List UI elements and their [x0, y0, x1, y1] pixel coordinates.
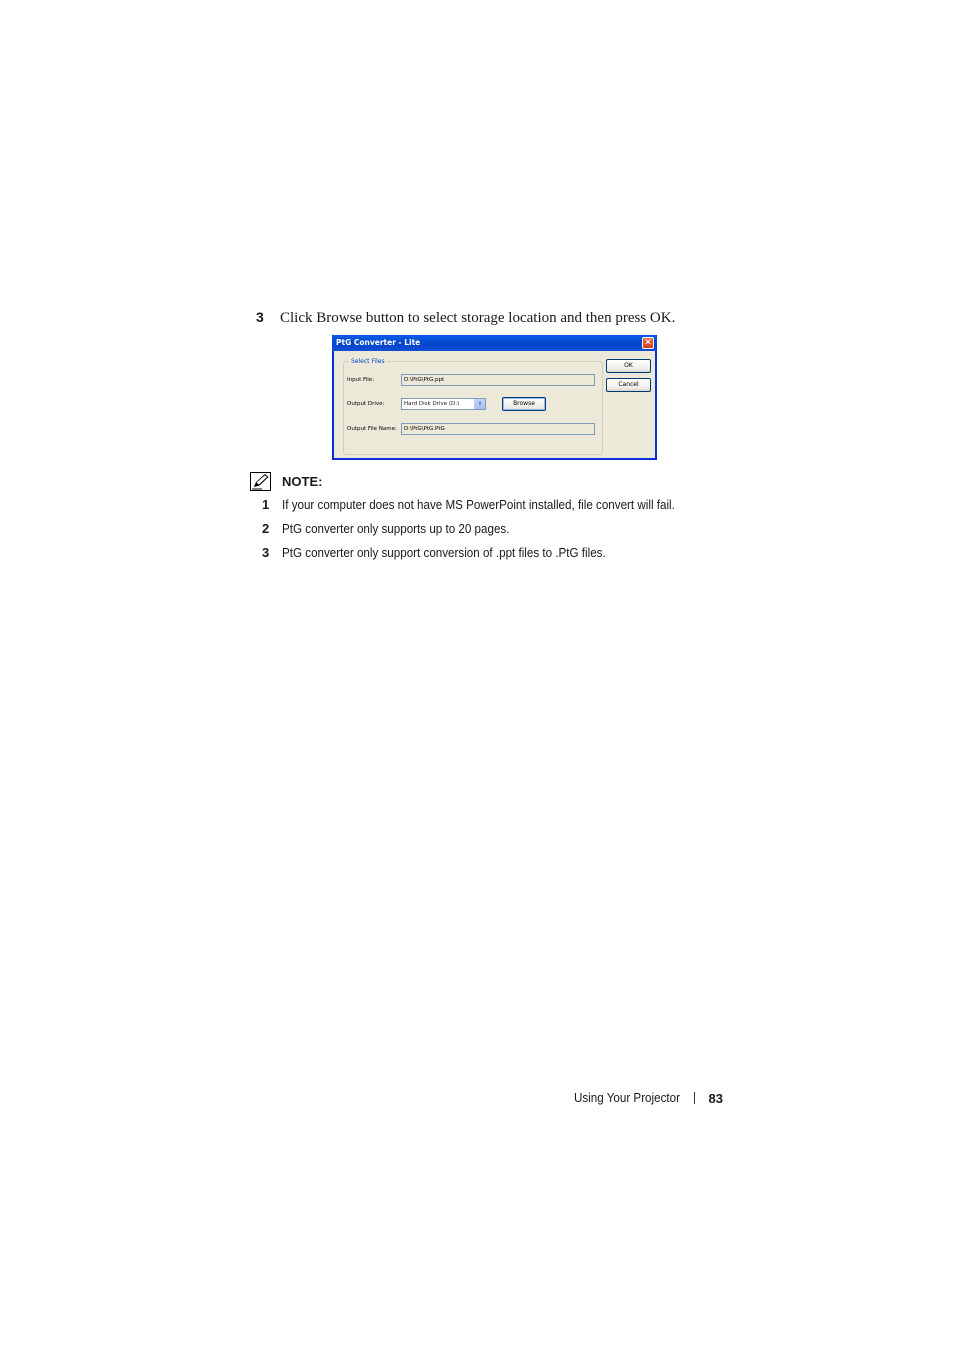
step-number: 3: [256, 309, 264, 325]
ok-button[interactable]: OK: [606, 359, 651, 373]
step-text: Click Browse button to select storage location and then press OK.: [280, 310, 676, 326]
browse-button[interactable]: Browse: [502, 397, 546, 411]
note-item-3: [262, 545, 630, 562]
footer-divider: [694, 1092, 695, 1104]
note-item-text: PtG converter only support conversion of .ppt files to .PtG files.: [282, 546, 606, 560]
cancel-button[interactable]: Cancel: [606, 378, 651, 392]
output-file-field[interactable]: D:\PtG\PtG.PtG: [401, 423, 595, 435]
note-item-number: 2: [262, 521, 270, 536]
note-item-text: If your computer does not have MS PowerPoint installed, file convert will fail.: [282, 498, 675, 512]
ptg-converter-dialog: [332, 335, 657, 460]
input-file-field[interactable]: D:\PtG\PtG.ppt: [401, 374, 595, 386]
page-footer: [566, 1089, 723, 1107]
output-drive-value: Hard Disk Drive (D:): [404, 401, 460, 407]
note-item-text: PtG converter only supports up to 20 pages.: [282, 522, 510, 536]
dialog-title: PtG Converter - Lite: [336, 338, 421, 347]
group-label: Select Files: [351, 358, 385, 365]
note-item-2: [262, 521, 527, 538]
chevron-down-icon[interactable]: ∨: [474, 399, 485, 409]
output-file-label: Output File Name:: [347, 426, 397, 432]
output-drive-select[interactable]: [401, 398, 486, 410]
note-item-number: 1: [262, 497, 270, 512]
close-icon[interactable]: ✕: [642, 337, 654, 349]
note-item-1: [262, 497, 704, 514]
dialog-titlebar: [332, 335, 657, 351]
page-number: 83: [708, 1090, 723, 1106]
footer-section-title: Using Your Projector: [573, 1091, 680, 1105]
output-drive-label: Output Drive:: [347, 401, 385, 407]
input-file-label: Input File:: [347, 377, 375, 383]
note-item-number: 3: [262, 545, 270, 560]
note-heading: NOTE:: [282, 474, 323, 489]
select-files-group: [343, 358, 603, 455]
pencil-note-icon: [250, 472, 271, 491]
step-3: [256, 309, 675, 329]
